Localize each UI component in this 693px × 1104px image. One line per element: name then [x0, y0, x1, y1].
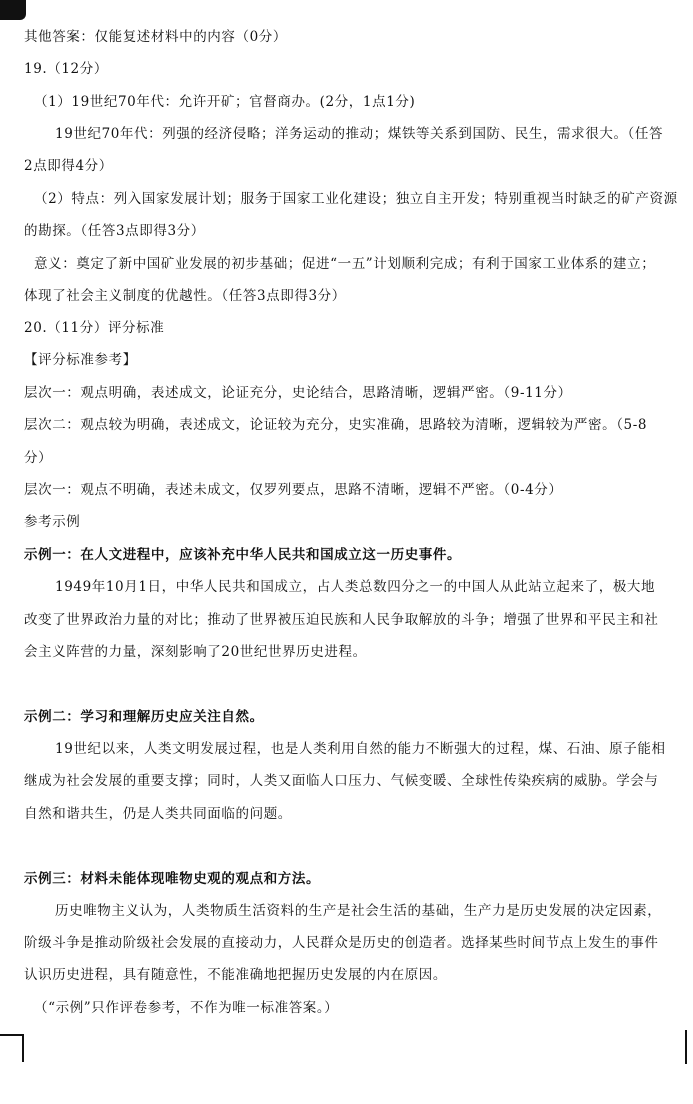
text-line: 层次二：观点较为明确，表述成文，论证较为充分，史实准确，思路较为清晰，逻辑较为严密。（5-8 [24, 417, 648, 433]
bottom-left-crop-mark [0, 1034, 24, 1062]
text-line: 意义：奠定了新中国矿业发展的初步基础；促进“一五”计划顺利完成；有利于国家工业体系的建立； [34, 256, 656, 272]
text-line: 19世纪70年代：列强的经济侵略；洋务运动的推动；煤铁等关系到国防、民生，需求很大。（任答 [55, 126, 664, 142]
text-line: （1）19世纪70年代：允许开矿；官督商办。(2分，1点1分) [34, 94, 416, 110]
example-1-heading: 示例一：在人文进程中，应该补充中华人民共和国成立这一历史事件。 [24, 547, 462, 563]
text-line: （2）特点：列入国家发展计划；服务于国家工业化建设；独立自主开发；特别重视当时缺乏的矿产资源 [34, 191, 678, 207]
text-line: 自然和谐共生，仍是人类共同面临的问题。 [24, 806, 292, 822]
text-line: 体现了社会主义制度的优越性。（任答3点即得3分） [24, 288, 346, 304]
text-line: 层次一：观点明确，表述成文，论证充分，史论结合，思路清晰，逻辑严密。（9-11分） [24, 385, 572, 401]
text-line: 改变了世界政治力量的对比；推动了世界被压迫民族和人民争取解放的斗争；增强了世界和平民主和社 [24, 612, 659, 628]
section-heading: 参考示例 [24, 514, 81, 530]
text-line: 层次一：观点不明确，表述未成文，仅罗列要点，思路不清晰，逻辑不严密。（0-4分） [24, 482, 563, 498]
question-20-heading: 20.（11分）评分标准 [24, 320, 165, 336]
text-line: 继成为社会发展的重要支撑；同时，人类又面临人口压力、气候变暖、全球性传染疾病的威胁。学会与 [24, 773, 659, 789]
text-line: 分） [24, 450, 53, 466]
text-line: 阶级斗争是推动阶级社会发展的直接动力，人民群众是历史的创造者。选择某些时间节点上发生的事件 [24, 935, 659, 951]
example-3-heading: 示例三：材料未能体现唯物史观的观点和方法。 [24, 871, 321, 887]
text-line: 2点即得4分） [24, 158, 113, 174]
text-line: 其他答案：仅能复述材料中的内容（0分） [24, 29, 287, 45]
text-line: 认识历史进程，具有随意性，不能准确地把握历史发展的内在原因。 [24, 967, 447, 983]
footnote: （“示例”只作评卷参考，不作为唯一标准答案。） [34, 1000, 339, 1016]
text-line: 19世纪以来，人类文明发展过程，也是人类利用自然的能力不断强大的过程，煤、石油、原子能相 [55, 741, 666, 757]
text-line: 1949年10月1日，中华人民共和国成立，占人类总数四分之一的中国人从此站立起来了，极大地 [55, 579, 656, 595]
question-19-heading: 19.（12分） [24, 61, 108, 77]
section-heading: 【评分标准参考】 [24, 352, 137, 368]
top-left-crop-mark [0, 0, 26, 20]
text-line: 的勘探。（任答3点即得3分） [24, 223, 205, 239]
text-line: 历史唯物主义认为，人类物质生活资料的生产是社会生活的基础，生产力是历史发展的决定因素， [55, 903, 662, 919]
text-line: 会主义阵营的力量，深刻影响了20世纪世界历史进程。 [24, 644, 367, 660]
bottom-right-crop-mark [685, 1030, 693, 1064]
example-2-heading: 示例二：学习和理解历史应关注自然。 [24, 709, 264, 725]
